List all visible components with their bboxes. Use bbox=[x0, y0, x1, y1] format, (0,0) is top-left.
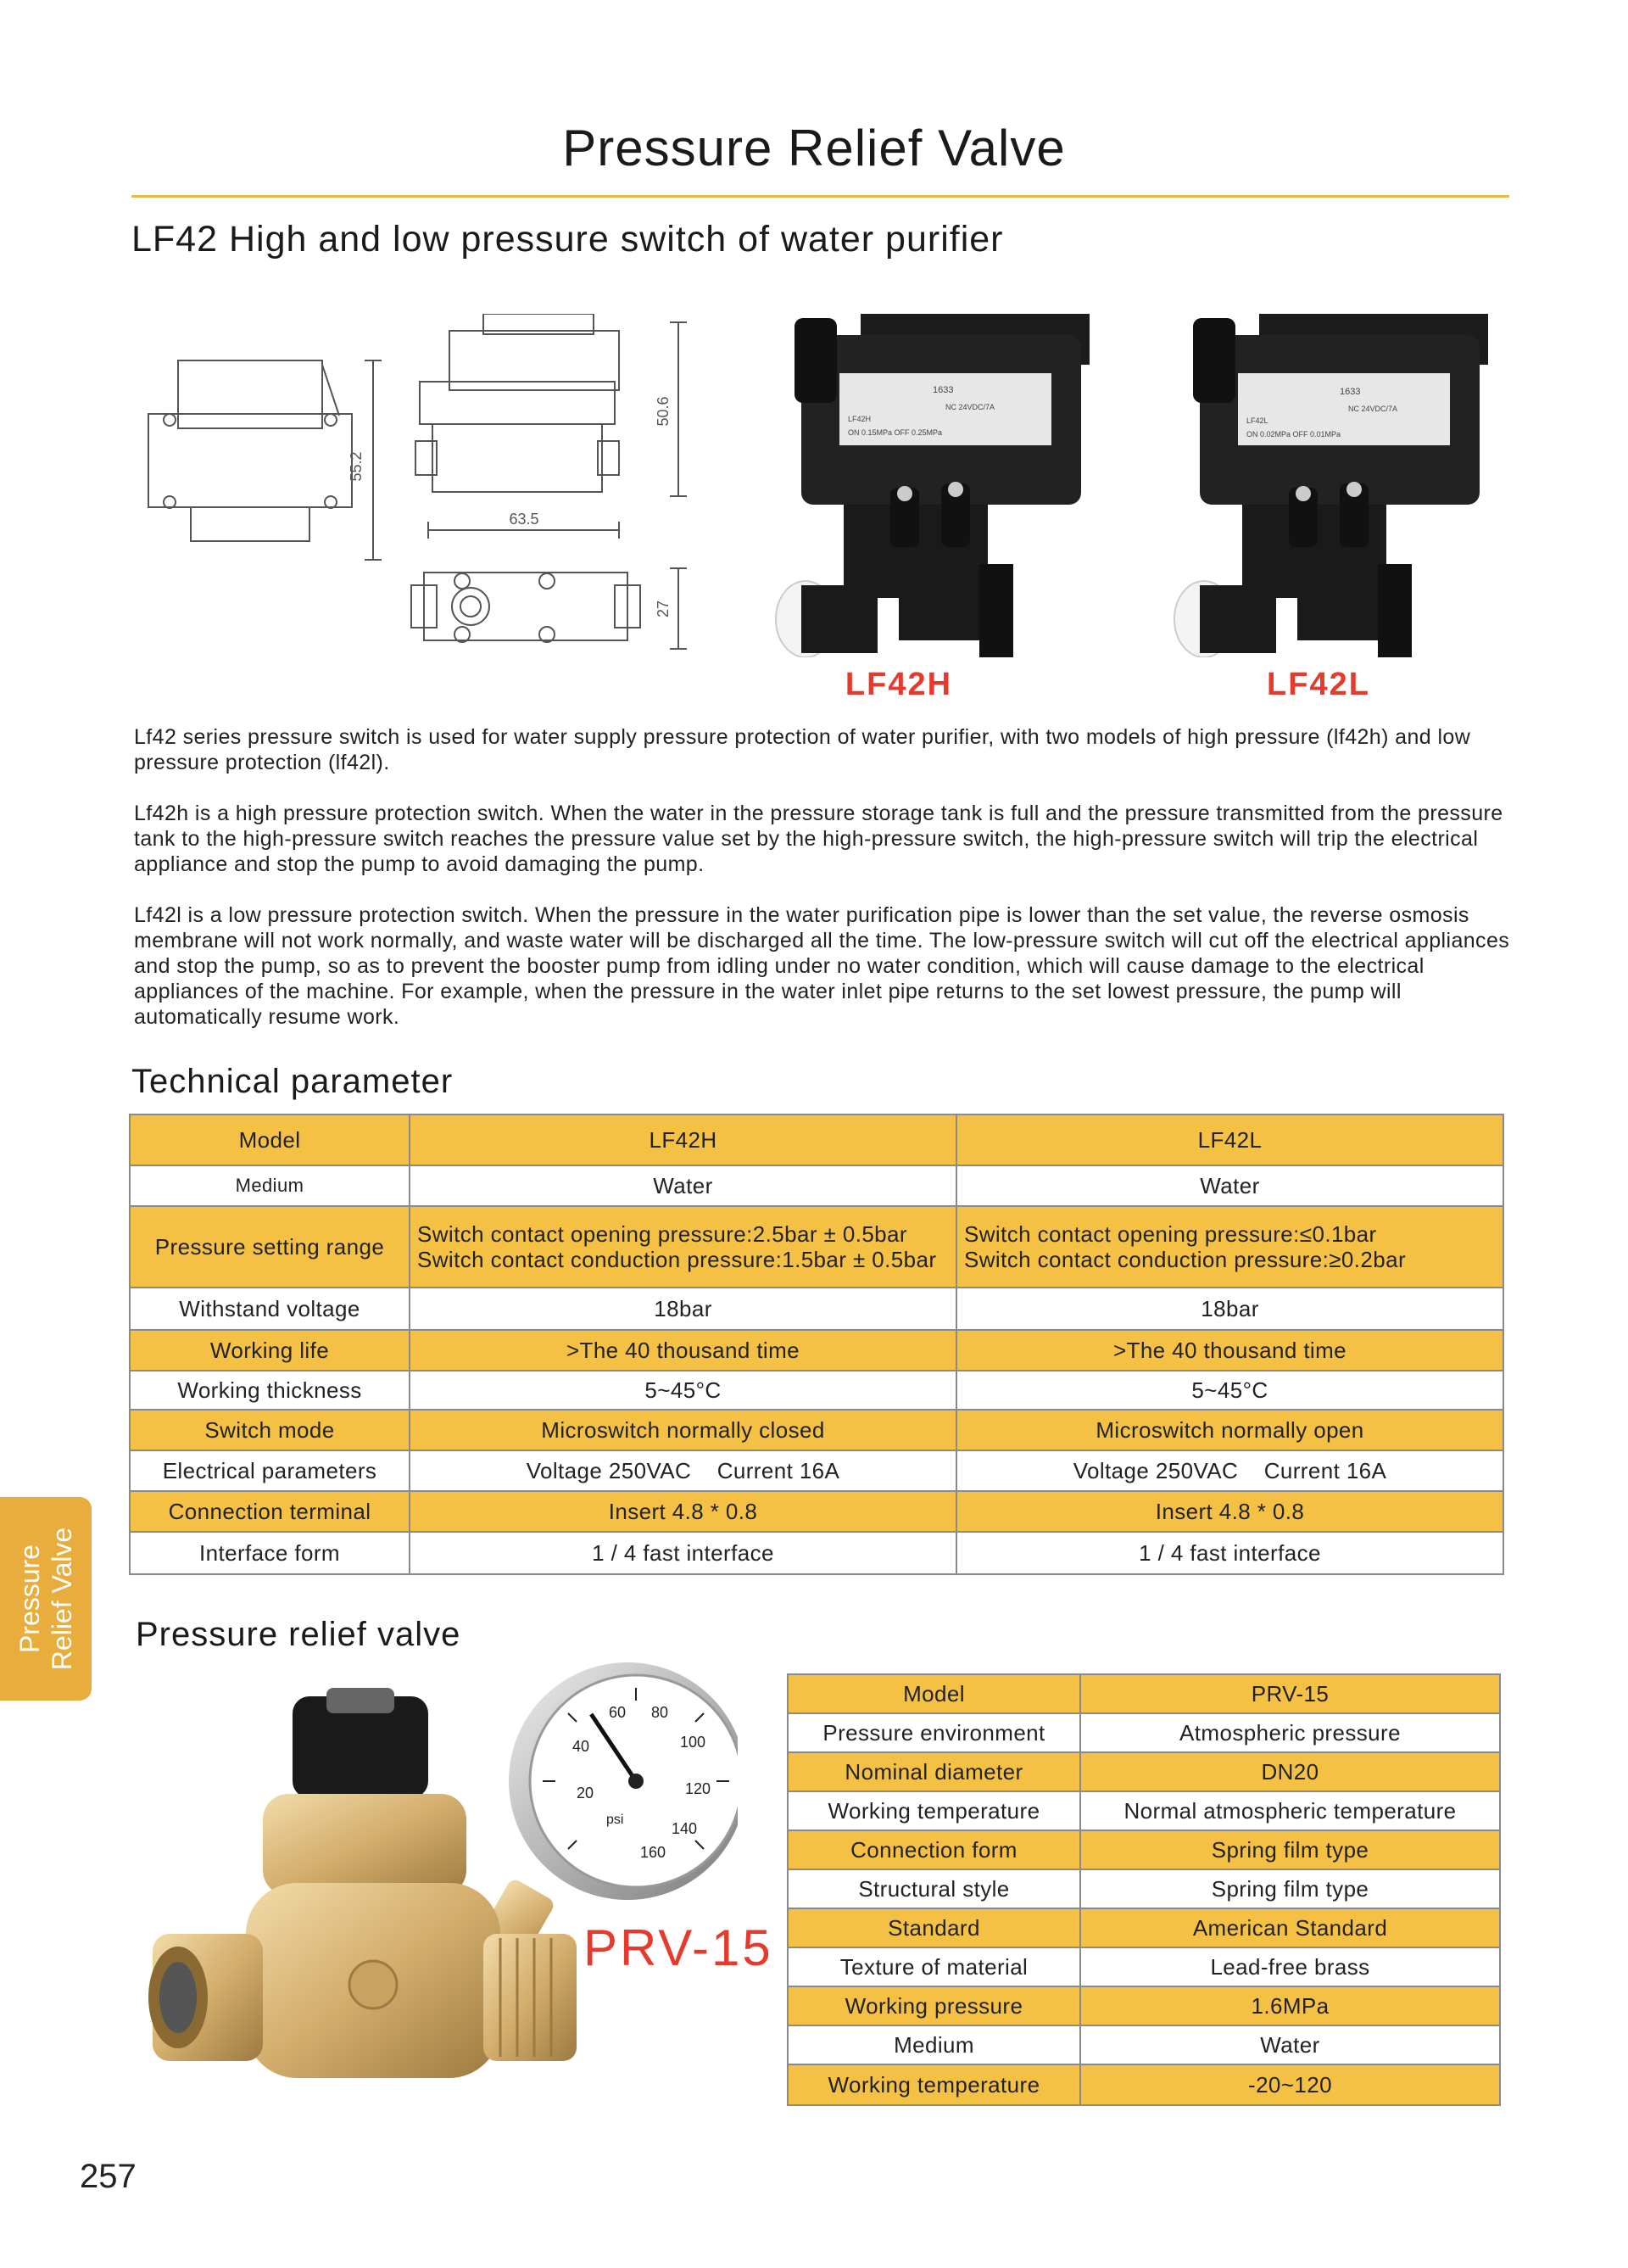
prv-value: Water bbox=[1080, 2025, 1500, 2064]
drawing-front-top bbox=[178, 360, 322, 428]
tech-heading: Technical parameter bbox=[131, 1063, 454, 1100]
prv-key: Working pressure bbox=[788, 1986, 1080, 2025]
tech-cell-line: Switch contact conduction pressure:1.5bar ± 0.5bar bbox=[417, 1247, 937, 1272]
prv-row-model bbox=[788, 1674, 1500, 1713]
tech-table bbox=[129, 1114, 1504, 1575]
tech-row-medium bbox=[130, 1165, 1503, 1206]
dim-length: 63.5 bbox=[509, 511, 539, 528]
tech-row-label: Electrical parameters bbox=[130, 1450, 410, 1491]
tech-cell-lf42h: 1 / 4 fast interface bbox=[410, 1532, 956, 1574]
tech-row-pressure-range bbox=[130, 1206, 1503, 1288]
tech-row-working-thickness bbox=[130, 1371, 1503, 1410]
tech-row-label: Interface form bbox=[130, 1532, 410, 1574]
prv-key: Pressure environment bbox=[788, 1713, 1080, 1752]
tech-header-model: Model bbox=[130, 1114, 410, 1165]
prv-row-structural-style bbox=[788, 1869, 1500, 1908]
tech-row-withstand-voltage bbox=[130, 1288, 1503, 1330]
lf42h-label-line2: NC 24VDC/7A bbox=[945, 403, 995, 411]
prv-key: Standard bbox=[788, 1908, 1080, 1947]
tech-cell-lf42l: 1 / 4 fast interface bbox=[956, 1532, 1503, 1574]
tech-cell-lf42l: >The 40 thousand time bbox=[956, 1330, 1503, 1371]
gauge-tick-label: 100 bbox=[680, 1734, 706, 1751]
tech-cell-lf42h bbox=[410, 1206, 956, 1288]
tech-row-label: Connection terminal bbox=[130, 1491, 410, 1532]
prv-row-working-temperature-range bbox=[788, 2064, 1500, 2105]
tech-row-switch-mode bbox=[130, 1410, 1503, 1450]
tech-cell-lf42h: 5~45°C bbox=[410, 1371, 956, 1410]
prv-key: Working temperature bbox=[788, 2064, 1080, 2105]
tech-row-label: Withstand voltage bbox=[130, 1288, 410, 1330]
gauge-tick-label: 40 bbox=[572, 1738, 590, 1755]
prv-value: DN20 bbox=[1080, 1752, 1500, 1791]
side-tab-line2: Relief Valve bbox=[47, 1527, 77, 1671]
prv-value: Lead-free brass bbox=[1080, 1947, 1500, 1986]
lf42l-label-line1: 1633 bbox=[1340, 387, 1361, 397]
tech-row-label: Switch mode bbox=[130, 1410, 410, 1450]
prv-value: Spring film type bbox=[1080, 1869, 1500, 1908]
tech-row-connection-terminal bbox=[130, 1491, 1503, 1532]
prv-key: Structural style bbox=[788, 1869, 1080, 1908]
dim-height2: 50.6 bbox=[655, 396, 672, 427]
prv-table bbox=[787, 1673, 1501, 2106]
gauge-tick-label: 140 bbox=[672, 1820, 698, 1837]
prv-row-working-pressure bbox=[788, 1986, 1500, 2025]
tech-cell-lf42h: Voltage 250VAC Current 16A bbox=[410, 1450, 956, 1491]
prv-key: Texture of material bbox=[788, 1947, 1080, 1986]
tech-row-electrical bbox=[130, 1450, 1503, 1491]
tech-header-row bbox=[130, 1114, 1503, 1165]
tech-cell-lf42l: Insert 4.8 * 0.8 bbox=[956, 1491, 1503, 1532]
lf42h-product-image bbox=[750, 310, 1090, 657]
lf42h-label-model: LF42H bbox=[848, 415, 872, 423]
tech-row-label: Working thickness bbox=[130, 1371, 410, 1410]
lf42l-label: LF42L bbox=[1267, 667, 1370, 702]
side-tab-line1: Pressure bbox=[14, 1544, 45, 1654]
gauge-unit: psi bbox=[606, 1813, 624, 1827]
prv-row-medium bbox=[788, 2025, 1500, 2064]
drawing-front-bottom bbox=[191, 507, 309, 541]
prv-key: Working temperature bbox=[788, 1791, 1080, 1830]
prv-key: Connection form bbox=[788, 1830, 1080, 1869]
prv-row-connection-form bbox=[788, 1830, 1500, 1869]
prv-value: PRV-15 bbox=[1080, 1674, 1500, 1713]
page-title: Pressure Relief Valve bbox=[562, 120, 1066, 176]
prv-row-material bbox=[788, 1947, 1500, 1986]
tech-row-label: Pressure setting range bbox=[130, 1206, 410, 1288]
gauge-tick-label: 120 bbox=[685, 1780, 711, 1797]
lf42l-label-line2: NC 24VDC/7A bbox=[1348, 405, 1398, 413]
prv-key: Nominal diameter bbox=[788, 1752, 1080, 1791]
tech-cell-line: Switch contact opening pressure:2.5bar ± 0.5bar bbox=[417, 1221, 907, 1247]
title-rule bbox=[131, 195, 1509, 198]
dim-width: 27 bbox=[655, 600, 672, 618]
tech-row-working-life bbox=[130, 1330, 1503, 1371]
prv-row-pressure-environment bbox=[788, 1713, 1500, 1752]
prv-row-working-temperature bbox=[788, 1791, 1500, 1830]
tech-cell-lf42h: Insert 4.8 * 0.8 bbox=[410, 1491, 956, 1532]
technical-drawing bbox=[136, 314, 695, 687]
gauge-tick-label: 80 bbox=[651, 1704, 669, 1721]
prv-key: Model bbox=[788, 1674, 1080, 1713]
tech-cell-lf42h: 18bar bbox=[410, 1288, 956, 1330]
gauge-tick-label: 60 bbox=[609, 1704, 627, 1721]
tech-cell-line: Switch contact opening pressure:≤0.1bar bbox=[964, 1221, 1377, 1247]
prv-product-image bbox=[144, 1654, 738, 2129]
lf42l-label-spec: ON 0.02MPa OFF 0.01MPa bbox=[1246, 430, 1341, 439]
prv-value: American Standard bbox=[1080, 1908, 1500, 1947]
prv-key: Medium bbox=[788, 2025, 1080, 2064]
tech-header-lf42l: LF42L bbox=[956, 1114, 1503, 1165]
prv-bonnet bbox=[263, 1794, 466, 1896]
prv-row-standard bbox=[788, 1908, 1500, 1947]
prv-value: Spring film type bbox=[1080, 1830, 1500, 1869]
subtitle: LF42 High and low pressure switch of water purifier bbox=[131, 219, 1004, 260]
prv-outlet bbox=[483, 1934, 577, 2061]
tech-cell-lf42l: 18bar bbox=[956, 1288, 1503, 1330]
gauge-tick-label: 160 bbox=[640, 1844, 666, 1861]
lf42h-label-line1: 1633 bbox=[933, 385, 954, 395]
tech-cell-lf42l bbox=[956, 1206, 1503, 1288]
lf42h-label: LF42H bbox=[845, 667, 953, 702]
prv-row-nominal-diameter bbox=[788, 1752, 1500, 1791]
paragraph-intro: Lf42 series pressure switch is used for water supply pressure protection of water purifier, with two models of high pressure (lf42h) and low pressure protection (lf42l). bbox=[134, 725, 1471, 774]
tech-row-interface-form bbox=[130, 1532, 1503, 1574]
tech-row-label: Working life bbox=[130, 1330, 410, 1371]
paragraph-lf42h: Lf42h is a high pressure protection switch. When the water in the pressure storage tank is full and the pressure transmitted from the pressure tank to the high-pressure switch reaches the pressure value set by the high-pressure switch, the high-pressure switch will trip the electrical appliance and stop the pump to avoid damaging the pump. bbox=[134, 802, 1503, 876]
dim-height: 55.2 bbox=[348, 451, 365, 482]
page-number: 257 bbox=[80, 2158, 137, 2195]
prv-heading: Pressure relief valve bbox=[136, 1616, 461, 1653]
tech-row-label: Medium bbox=[130, 1165, 410, 1206]
lf42l-product-image bbox=[1149, 310, 1488, 657]
tech-cell-lf42h: Microswitch normally closed bbox=[410, 1410, 956, 1450]
side-tab bbox=[0, 1497, 92, 1701]
tech-cell-line: Switch contact conduction pressure:≥0.2bar bbox=[964, 1247, 1407, 1272]
tech-cell-lf42l: Voltage 250VAC Current 16A bbox=[956, 1450, 1503, 1491]
tech-cell-lf42h: >The 40 thousand time bbox=[410, 1330, 956, 1371]
paragraph-lf42l: Lf42l is a low pressure protection switch. When the pressure in the water purification pipe is lower than the set value, the reverse osmosis membrane will not work normally, and waste water will be discharged all the time. The low-pressure switch will cut off the electrical appliances and stop the pump, so as to prevent the booster pump from idling under no water condition, which will cause damage to the electrical appliances of the machine. For example, when the pressure in the water inlet pipe returns to the set lowest pressure, the pump will automatically resume work. bbox=[134, 903, 1510, 1029]
tech-cell-lf42l: Water bbox=[956, 1165, 1503, 1206]
prv-value: Normal atmospheric temperature bbox=[1080, 1791, 1500, 1830]
tech-header-lf42h: LF42H bbox=[410, 1114, 956, 1165]
prv-value: -20~120 bbox=[1080, 2064, 1500, 2105]
prv-value: Atmospheric pressure bbox=[1080, 1713, 1500, 1752]
lf42l-label-model: LF42L bbox=[1246, 416, 1268, 425]
tech-cell-lf42l: Microswitch normally open bbox=[956, 1410, 1503, 1450]
prv-model-label: PRV-15 bbox=[583, 1919, 773, 1976]
tech-cell-lf42l: 5~45°C bbox=[956, 1371, 1503, 1410]
prv-value: 1.6MPa bbox=[1080, 1986, 1500, 2025]
gauge-tick-label: 20 bbox=[577, 1785, 594, 1802]
tech-cell-lf42h: Water bbox=[410, 1165, 956, 1206]
side-tab-text bbox=[14, 1528, 78, 1670]
lf42h-label-spec: ON 0.15MPa OFF 0.25MPa bbox=[848, 428, 943, 437]
